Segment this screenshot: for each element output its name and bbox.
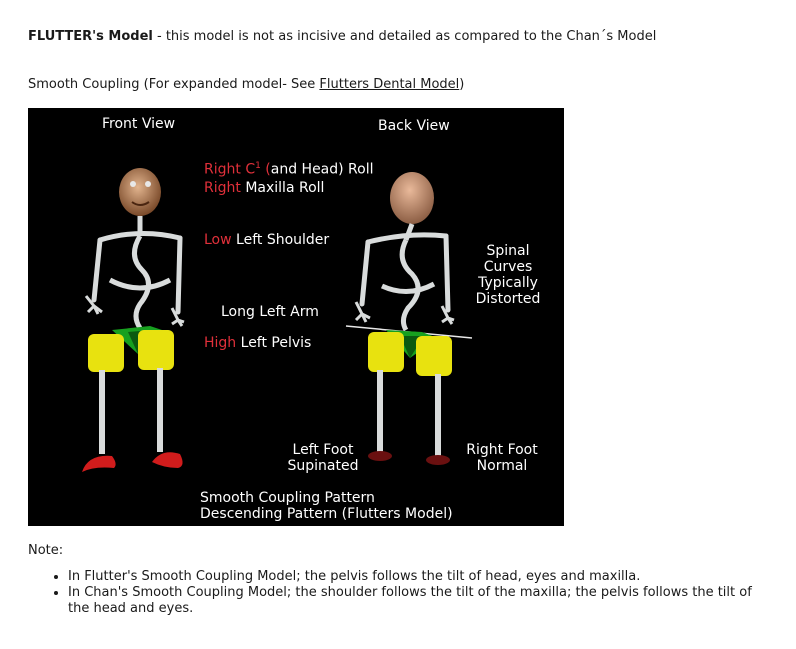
shoulder-label: Low Left Shoulder: [204, 232, 330, 248]
back-skeleton: [346, 172, 472, 465]
front-right-foot: [152, 452, 183, 468]
notes-list: [28, 569, 768, 617]
model-description: - this model is not as incisive and detailed as compared to the Chan´s Model: [152, 29, 657, 44]
left-foot-label: Left Foot Supinated: [287, 442, 359, 474]
back-left-hip: [368, 332, 404, 372]
subline-suffix: ): [459, 77, 465, 92]
page-heading: [28, 29, 656, 44]
long-arm-label: Long Left Arm: [221, 304, 319, 320]
front-left-arm: [94, 240, 100, 300]
flutters-dental-model-link[interactable]: Flutters Dental Model: [319, 77, 460, 92]
model-title: FLUTTER's Model: [28, 29, 153, 44]
front-left-foot: [82, 456, 116, 472]
back-head: [390, 172, 434, 224]
pelvis-label: High Left Pelvis: [204, 335, 312, 351]
maxilla-roll-label: Right Maxilla Roll: [204, 180, 325, 196]
spinal-curves-label: Spinal Curves Typically Distorted: [475, 243, 541, 307]
front-view-label: Front View: [102, 116, 176, 132]
list-item: • In Chan's Smooth Coupling Model; the shoulder follows the tilt of the maxilla; the pelvis follows the tilt of the head and eyes.: [68, 585, 768, 617]
note-label: Note:: [28, 543, 64, 558]
front-right-arm: [178, 238, 180, 312]
subline-prefix: Smooth Coupling (For expanded model- See: [28, 77, 320, 92]
front-spine: [134, 236, 148, 328]
head-roll-label: Right $C^1$ (and Head) Roll: [204, 161, 374, 178]
coupling-pattern-label: Smooth Coupling Pattern Descending Pattern (Flutters Model): [200, 490, 453, 522]
front-skeleton: [82, 168, 184, 472]
front-right-hip: [138, 330, 174, 370]
back-left-foot: [368, 451, 392, 461]
coupling-figure: [28, 108, 564, 526]
front-left-hip: [88, 334, 124, 372]
list-item: • In Flutter's Smooth Coupling Model; the pelvis follows the tilt of head, eyes and maxilla.: [68, 569, 768, 585]
back-right-hip: [416, 336, 452, 376]
back-right-foot: [426, 455, 450, 465]
front-head: [119, 168, 161, 216]
back-spine: [402, 240, 418, 330]
smooth-coupling-line: [28, 77, 464, 92]
back-right-arm: [446, 236, 448, 310]
back-left-arm: [362, 242, 368, 304]
back-view-label: Back View: [378, 118, 450, 134]
right-foot-label: Right Foot Normal: [466, 442, 538, 474]
